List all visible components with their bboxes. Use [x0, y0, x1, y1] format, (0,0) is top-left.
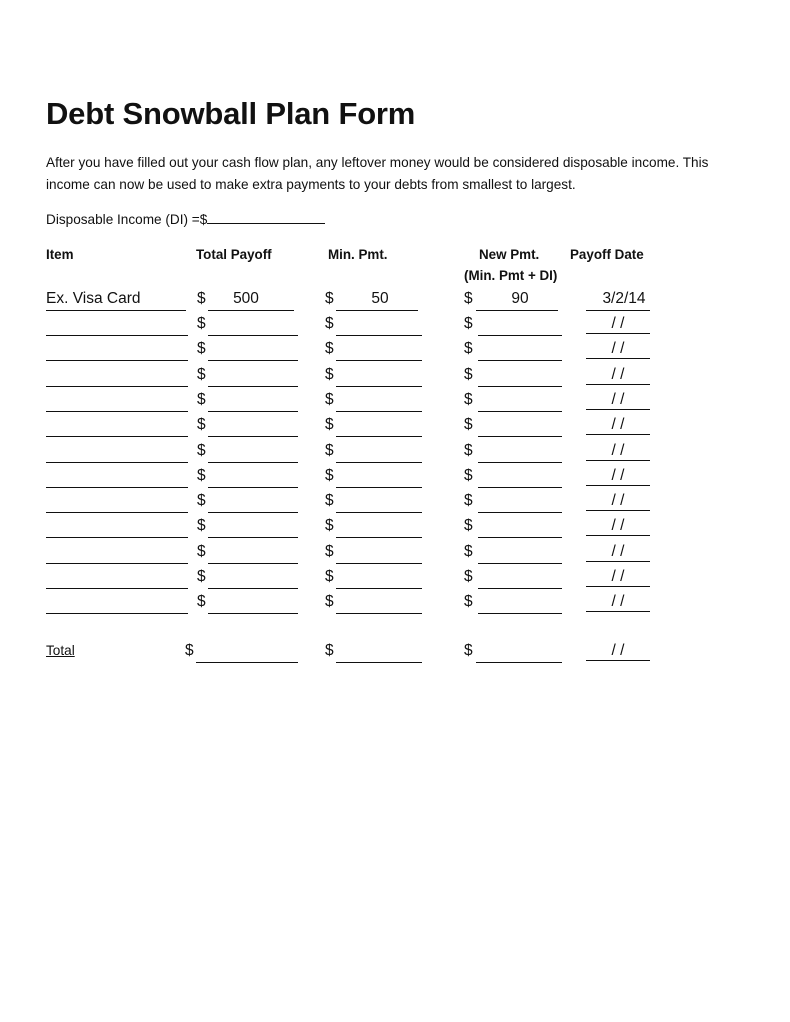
min-pmt-field[interactable]: [336, 594, 422, 614]
dollar-sign: $: [464, 642, 473, 659]
dollar-sign: $: [197, 467, 206, 484]
item-field[interactable]: [46, 443, 188, 463]
item-field[interactable]: [46, 468, 188, 488]
header-new-pmt: New Pmt.: [479, 247, 540, 262]
item-field[interactable]: [46, 594, 188, 614]
intro-text: After you have filled out your cash flow plan, any leftover money would be considered disposable income. This income can now be used to make extra payments to your debts from smallest to largest.: [46, 155, 709, 192]
debt-row: [0, 542, 790, 564]
item-field[interactable]: [46, 493, 188, 513]
payoff-date-field[interactable]: / /: [586, 390, 650, 410]
dollar-sign: $: [197, 568, 206, 585]
new-pmt-field[interactable]: [478, 341, 562, 361]
total-new-pmt-line[interactable]: [476, 643, 562, 663]
total-payoff-field[interactable]: [208, 518, 298, 538]
dollar-sign: $: [464, 543, 473, 560]
new-pmt-field[interactable]: [478, 392, 562, 412]
dollar-sign: $: [197, 290, 206, 307]
dollar-sign: $: [325, 290, 334, 307]
new-pmt-field[interactable]: [478, 544, 562, 564]
total-label: Total: [46, 643, 75, 658]
dollar-sign: $: [325, 391, 334, 408]
payoff-date-field[interactable]: / /: [586, 365, 650, 385]
min-pmt-field[interactable]: [336, 367, 422, 387]
dollar-sign: $: [464, 416, 473, 433]
dollar-sign: $: [197, 543, 206, 560]
example-payoff-date: 3/2/14: [602, 290, 646, 307]
header-item: Item: [46, 247, 74, 262]
dollar-sign: $: [197, 442, 206, 459]
debt-row: [0, 592, 790, 614]
new-pmt-field[interactable]: [478, 443, 562, 463]
example-total-payoff: 500: [233, 290, 259, 307]
new-pmt-field[interactable]: [478, 316, 562, 336]
payoff-date-field[interactable]: / /: [586, 339, 650, 359]
payoff-date-field[interactable]: / /: [586, 441, 650, 461]
min-pmt-field[interactable]: [336, 468, 422, 488]
dollar-sign: $: [464, 290, 473, 307]
disposable-income-label: Disposable Income (DI) =$: [46, 212, 208, 227]
total-payoff-sum-line[interactable]: [196, 643, 298, 663]
dollar-sign: $: [325, 442, 334, 459]
total-payoff-field[interactable]: [208, 392, 298, 412]
min-pmt-field[interactable]: [336, 493, 422, 513]
disposable-income-field[interactable]: [46, 210, 325, 227]
min-pmt-field[interactable]: [336, 569, 422, 589]
payoff-date-field[interactable]: / /: [586, 516, 650, 536]
example-min-pmt: 50: [371, 290, 389, 307]
total-payoff-field[interactable]: [208, 443, 298, 463]
total-row: [0, 641, 790, 663]
total-payoff-field[interactable]: [208, 316, 298, 336]
min-pmt-field[interactable]: [336, 518, 422, 538]
total-payoff-field[interactable]: [208, 468, 298, 488]
total-payoff-field[interactable]: [208, 544, 298, 564]
dollar-sign: $: [464, 340, 473, 357]
dollar-sign: $: [325, 416, 334, 433]
payoff-date-field[interactable]: / /: [586, 542, 650, 562]
example-row: [0, 289, 790, 311]
dollar-sign: $: [325, 517, 334, 534]
disposable-income-blank[interactable]: [207, 210, 325, 224]
dollar-sign: $: [197, 593, 206, 610]
debt-row: [0, 365, 790, 387]
payoff-date-field[interactable]: / /: [586, 415, 650, 435]
dollar-sign: $: [325, 366, 334, 383]
payoff-date-field[interactable]: / /: [586, 491, 650, 511]
min-pmt-field[interactable]: [336, 316, 422, 336]
item-field[interactable]: [46, 316, 188, 336]
dollar-sign: $: [197, 315, 206, 332]
item-field[interactable]: [46, 569, 188, 589]
dollar-sign: $: [325, 467, 334, 484]
dollar-sign: $: [464, 593, 473, 610]
dollar-sign: $: [197, 492, 206, 509]
dollar-sign: $: [325, 492, 334, 509]
dollar-sign: $: [197, 416, 206, 433]
min-pmt-field[interactable]: [336, 341, 422, 361]
new-pmt-field[interactable]: [478, 493, 562, 513]
example-item: Ex. Visa Card: [46, 290, 141, 307]
dollar-sign: $: [197, 366, 206, 383]
dollar-sign: $: [185, 642, 194, 659]
item-field[interactable]: [46, 417, 188, 437]
dollar-sign: $: [197, 340, 206, 357]
dollar-sign: $: [325, 642, 334, 659]
debt-row: [0, 491, 790, 513]
min-pmt-field[interactable]: [336, 443, 422, 463]
dollar-sign: $: [464, 568, 473, 585]
item-field[interactable]: [46, 544, 188, 564]
item-field[interactable]: [46, 518, 188, 538]
total-payoff-field[interactable]: [208, 594, 298, 614]
dollar-sign: $: [464, 391, 473, 408]
total-payoff-field[interactable]: [208, 367, 298, 387]
new-pmt-field[interactable]: [478, 569, 562, 589]
total-payoff-field[interactable]: [208, 341, 298, 361]
new-pmt-field[interactable]: [478, 594, 562, 614]
new-pmt-field[interactable]: [478, 417, 562, 437]
item-field[interactable]: [46, 367, 188, 387]
new-pmt-field[interactable]: [478, 518, 562, 538]
header-new-pmt-sub: (Min. Pmt + DI): [464, 268, 558, 283]
min-pmt-field[interactable]: [336, 417, 422, 437]
total-payoff-date-field[interactable]: / /: [586, 641, 650, 661]
new-pmt-field[interactable]: [478, 367, 562, 387]
total-payoff-field[interactable]: [208, 417, 298, 437]
payoff-date-field[interactable]: / /: [586, 314, 650, 334]
min-pmt-field[interactable]: [336, 392, 422, 412]
dollar-sign: $: [464, 492, 473, 509]
dollar-sign: $: [464, 467, 473, 484]
item-field[interactable]: [46, 341, 188, 361]
new-pmt-field[interactable]: [478, 468, 562, 488]
header-total-payoff: Total Payoff: [196, 247, 272, 262]
header-min-pmt: Min. Pmt.: [328, 247, 388, 262]
dollar-sign: $: [464, 442, 473, 459]
form-title: Debt Snowball Plan Form: [46, 96, 416, 131]
example-new-pmt: 90: [511, 290, 529, 307]
dollar-sign: $: [325, 543, 334, 560]
debt-row: [0, 441, 790, 463]
debt-row: [0, 390, 790, 412]
debt-row: [0, 466, 790, 488]
dollar-sign: $: [325, 593, 334, 610]
payoff-date-field[interactable]: / /: [586, 466, 650, 486]
dollar-sign: $: [464, 366, 473, 383]
min-pmt-field[interactable]: [336, 544, 422, 564]
dollar-sign: $: [325, 315, 334, 332]
debt-row: [0, 567, 790, 589]
debt-row: [0, 415, 790, 437]
dollar-sign: $: [464, 315, 473, 332]
dollar-sign: $: [325, 340, 334, 357]
dollar-sign: $: [197, 517, 206, 534]
total-payoff-field[interactable]: [208, 493, 298, 513]
payoff-date-field[interactable]: / /: [586, 567, 650, 587]
payoff-date-field[interactable]: / /: [586, 592, 650, 612]
debt-row: [0, 314, 790, 336]
item-field[interactable]: [46, 392, 188, 412]
total-payoff-field[interactable]: [208, 569, 298, 589]
debt-row: [0, 339, 790, 361]
dollar-sign: $: [197, 391, 206, 408]
dollar-sign: $: [464, 517, 473, 534]
total-min-pmt-line[interactable]: [336, 643, 422, 663]
dollar-sign: $: [325, 568, 334, 585]
debt-row: [0, 516, 790, 538]
header-payoff-date: Payoff Date: [570, 247, 644, 262]
